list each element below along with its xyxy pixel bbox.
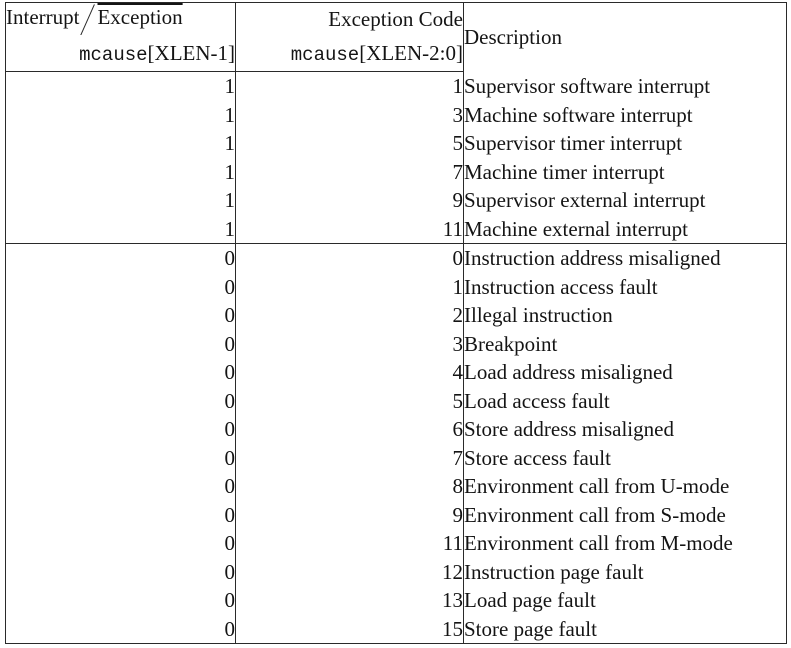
interrupt-cell: 0 (224, 559, 235, 584)
slash-divider (79, 5, 97, 33)
interrupt-cell: 0 (224, 360, 235, 385)
description-cell: Machine timer interrupt (464, 158, 787, 187)
description-cell: Supervisor software interrupt (464, 72, 787, 101)
table-row (6, 273, 787, 302)
interrupt-field-suffix: [XLEN-1] (147, 40, 235, 65)
description-cell: Machine external interrupt (464, 215, 787, 244)
interrupt-cell: 0 (224, 502, 235, 527)
description-header: Description (464, 3, 787, 72)
code-cell: 3 (236, 101, 464, 130)
interrupt-cell: 0 (224, 531, 235, 556)
interrupt-cell: 0 (224, 388, 235, 413)
table-row (6, 415, 787, 444)
code-cell: 1 (236, 72, 464, 101)
code-cell: 8 (236, 472, 464, 501)
code-cell: 3 (236, 330, 464, 359)
code-cell: 9 (236, 501, 464, 530)
description-cell: Load page fault (464, 586, 787, 615)
code-field-suffix: [XLEN-2:0] (359, 40, 463, 65)
interrupt-cell: 1 (224, 188, 235, 213)
table-row (6, 501, 787, 530)
mcause-table (5, 2, 787, 644)
interrupt-cell: 0 (224, 303, 235, 328)
description-cell: Supervisor timer interrupt (464, 129, 787, 158)
code-cell: 5 (236, 387, 464, 416)
description-cell: Load access fault (464, 387, 787, 416)
description-cell: Store access fault (464, 444, 787, 473)
interrupt-cell: 0 (224, 616, 235, 641)
code-cell: 4 (236, 358, 464, 387)
table-row (6, 358, 787, 387)
exception-label: Exception (97, 4, 183, 29)
description-cell: Load address misaligned (464, 358, 787, 387)
code-cell: 2 (236, 301, 464, 330)
table-row (6, 387, 787, 416)
interrupt-label: Interrupt (6, 4, 80, 29)
description-cell: Instruction page fault (464, 558, 787, 587)
code-cell: 7 (236, 444, 464, 473)
interrupt-field-mono: mcause (79, 43, 148, 66)
code-field-header (236, 35, 464, 72)
description-cell: Environment call from U-mode (464, 472, 787, 501)
table-row (6, 586, 787, 615)
exception-rows (6, 244, 787, 644)
interrupt-cell: 0 (224, 474, 235, 499)
code-cell: 12 (236, 558, 464, 587)
table-row (6, 330, 787, 359)
interrupt-field-header (6, 35, 236, 72)
interrupt-cell: 0 (224, 246, 235, 271)
interrupt-cell: 0 (224, 331, 235, 356)
interrupt-rows (6, 72, 787, 244)
description-cell: Store page fault (464, 615, 787, 644)
interrupt-exception-header (6, 3, 236, 36)
table-row (6, 101, 787, 130)
table-row (6, 72, 787, 101)
interrupt-cell: 1 (224, 102, 235, 127)
table-row (6, 301, 787, 330)
interrupt-cell: 1 (224, 131, 235, 156)
description-cell: Environment call from S-mode (464, 501, 787, 530)
code-cell: 11 (236, 529, 464, 558)
interrupt-cell: 1 (224, 74, 235, 99)
description-cell: Environment call from M-mode (464, 529, 787, 558)
table-header (6, 3, 787, 72)
table-row (6, 444, 787, 473)
description-cell: Instruction access fault (464, 273, 787, 302)
description-cell: Instruction address misaligned (464, 244, 787, 273)
table-row (6, 129, 787, 158)
table-row (6, 472, 787, 501)
table-row (6, 244, 787, 273)
interrupt-cell: 0 (224, 445, 235, 470)
header-row-1 (6, 3, 787, 36)
description-cell: Breakpoint (464, 330, 787, 359)
code-cell: 6 (236, 415, 464, 444)
table-row (6, 215, 787, 244)
interrupt-cell: 0 (224, 588, 235, 613)
table-row (6, 558, 787, 587)
exception-code-header: Exception Code (236, 3, 464, 36)
table-row (6, 186, 787, 215)
table-row (6, 615, 787, 644)
code-cell: 5 (236, 129, 464, 158)
code-cell: 13 (236, 586, 464, 615)
interrupt-cell: 1 (6, 215, 236, 244)
code-cell: 9 (236, 186, 464, 215)
description-cell: Machine software interrupt (464, 101, 787, 130)
code-cell: 15 (236, 615, 464, 644)
code-cell: 1 (236, 273, 464, 302)
description-cell: Illegal instruction (464, 301, 787, 330)
interrupt-cell: 1 (224, 159, 235, 184)
interrupt-cell: 0 (224, 274, 235, 299)
description-cell: Store address misaligned (464, 415, 787, 444)
table-row (6, 158, 787, 187)
code-cell: 7 (236, 158, 464, 187)
code-cell: 11 (236, 215, 464, 244)
code-cell: 0 (236, 244, 464, 273)
table-row (6, 529, 787, 558)
description-cell: Supervisor external interrupt (464, 186, 787, 215)
code-field-mono: mcause (290, 43, 360, 66)
interrupt-cell: 0 (224, 417, 235, 442)
